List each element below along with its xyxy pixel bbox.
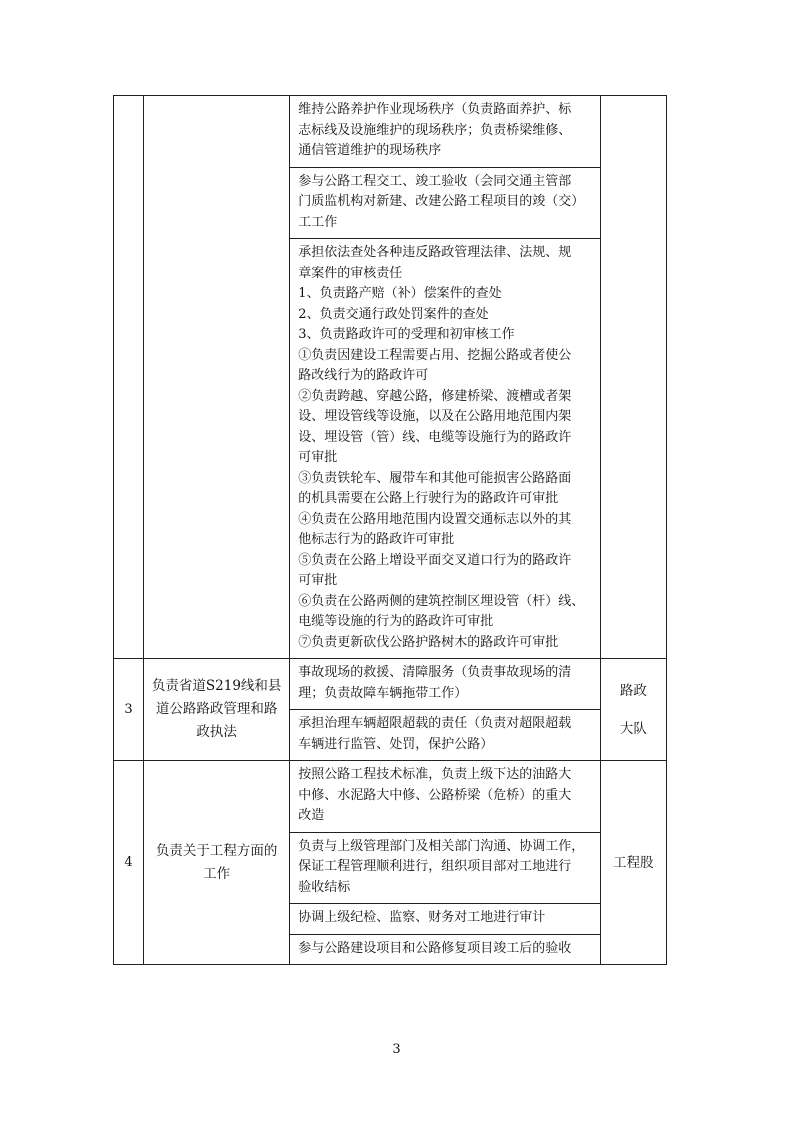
unit-line: 大队 xyxy=(619,720,647,737)
duty-detail-line: 参与公路工程交工、竣工验收（会同交通主管部 xyxy=(298,173,572,189)
duty-detail-cell xyxy=(290,710,601,761)
task-line: 政执法 xyxy=(196,724,237,740)
duty-detail-line: 3、负责路政许可的受理和初审核工作 xyxy=(298,327,515,342)
duty-detail-line: ①负责因建设工程需要占用、挖掘公路或者使公 xyxy=(298,347,572,363)
task-line: 负责关于工程方面的 xyxy=(155,842,278,859)
duty-detail-line: ⑤负责在公路上增设平面交叉道口行为的路政许 xyxy=(298,552,572,568)
duty-detail-cell xyxy=(290,167,601,239)
task-cell xyxy=(144,96,290,659)
duty-detail-line: 1、负责路产赔（补）偿案件的查处 xyxy=(298,286,502,301)
duty-detail-line: 车辆进行监管、处罚，保护公路） xyxy=(298,736,494,752)
duty-detail-line: 承担依法查处各种违反路政管理法律、法规、规 xyxy=(298,245,572,260)
duty-detail-line: 路改线行为的路政许可 xyxy=(298,368,429,383)
duty-detail-line: ⑥负责在公路两侧的建筑控制区埋设管（杆）线、 xyxy=(298,593,585,609)
duty-detail-line: 可审批 xyxy=(298,573,338,588)
duty-detail-line: 门质监机构对新建、改建公路工程项目的竣（交） xyxy=(298,194,585,209)
duty-detail-cell xyxy=(290,904,601,935)
duty-detail-line: 中修、水泥路大中修、公路桥梁（危桥）的重大 xyxy=(298,787,572,803)
duty-table xyxy=(113,95,667,965)
duty-detail-line: 他标志行为的路政许可审批 xyxy=(298,532,455,547)
task-line: 负责省道S219线和县 xyxy=(151,678,282,694)
table-row xyxy=(114,96,667,168)
duty-detail-line: ②负责跨越、穿越公路，修建桥梁、渡槽或者架 xyxy=(298,388,572,404)
responsible-unit-cell xyxy=(600,761,666,965)
duty-detail-cell xyxy=(290,934,601,965)
duty-detail-cell xyxy=(290,832,601,904)
task-cell xyxy=(144,659,290,761)
duty-detail-line: 负责与上级管理部门及相关部门沟通、协调工作， xyxy=(298,838,585,854)
duty-detail-line: 通信管道维护的现场秩序 xyxy=(298,143,442,158)
duty-detail-line: 2、负责交通行政处罚案件的查处 xyxy=(298,306,489,322)
duty-detail-line: 按照公路工程技术标准，负责上级下达的油路大 xyxy=(298,767,572,782)
duty-detail-line: 设、埋设管线等设施，以及在公路用地范围内架 xyxy=(298,409,572,424)
duty-detail-line: ④负责在公路用地范围内设置交通标志以外的其 xyxy=(298,511,572,527)
duty-detail-line: 电缆等设施的行为的路政许可审批 xyxy=(298,614,494,629)
duty-detail-line: 志标线及设施维护的现场秩序；负责桥梁维修、 xyxy=(298,122,572,138)
row-number-cell: 4 xyxy=(114,761,144,965)
duty-detail-line: 保证工程管理顺利进行，组织项目部对工地进行 xyxy=(298,859,572,874)
table-row xyxy=(114,659,667,710)
duty-detail-line: 参与公路建设项目和公路修复项目竣工后的验收 xyxy=(298,940,572,956)
duty-detail-line: 事故现场的救援、清障服务（负责事故现场的清 xyxy=(298,665,572,680)
unit-line: 工程股 xyxy=(613,854,654,871)
duty-table-body xyxy=(114,96,667,965)
duty-detail-line: ③负责铁轮车、履带车和其他可能损害公路路面 xyxy=(298,470,572,486)
duty-detail-line: ⑦负责更新砍伐公路护路树木的路政许可审批 xyxy=(298,634,559,650)
duty-detail-line: 理；负责故障车辆拖带工作） xyxy=(298,685,468,701)
duty-detail-line: 协调上级纪检、监察、财务对工地进行审计 xyxy=(298,910,546,925)
page-number: 3 xyxy=(392,1042,401,1057)
unit-line: 路政 xyxy=(619,682,647,699)
duty-detail-line: 可审批 xyxy=(298,450,338,465)
task-cell xyxy=(144,761,290,965)
responsible-unit-cell xyxy=(600,96,666,659)
duty-detail-cell xyxy=(290,659,601,710)
duty-detail-line: 改造 xyxy=(298,808,325,823)
duty-detail-line: 验收结标 xyxy=(298,879,351,895)
duty-detail-cell xyxy=(290,761,601,833)
duty-detail-line: 设、埋设管（管）线、电缆等设施行为的路政许 xyxy=(298,429,572,445)
row-number-cell xyxy=(114,96,144,659)
duty-detail-line: 维持公路养护作业现场秩序（负责路面养护、标 xyxy=(298,102,572,117)
task-line: 工作 xyxy=(203,865,231,882)
duty-detail-line: 承担治理车辆超限超载的责任（负责对超限超载 xyxy=(298,716,572,731)
responsible-unit-cell xyxy=(600,659,666,761)
task-line: 道公路路政管理和路 xyxy=(155,701,278,717)
duty-detail-line: 章案件的审核责任 xyxy=(298,265,403,281)
duty-detail-line: 的机具需要在公路上行驶行为的路政许可审批 xyxy=(298,491,559,506)
duty-detail-cell xyxy=(290,96,601,168)
row-number-cell: 3 xyxy=(114,659,144,761)
duty-detail-line: 工工作 xyxy=(298,214,338,230)
table-row xyxy=(114,761,667,833)
duty-detail-cell xyxy=(290,239,601,659)
